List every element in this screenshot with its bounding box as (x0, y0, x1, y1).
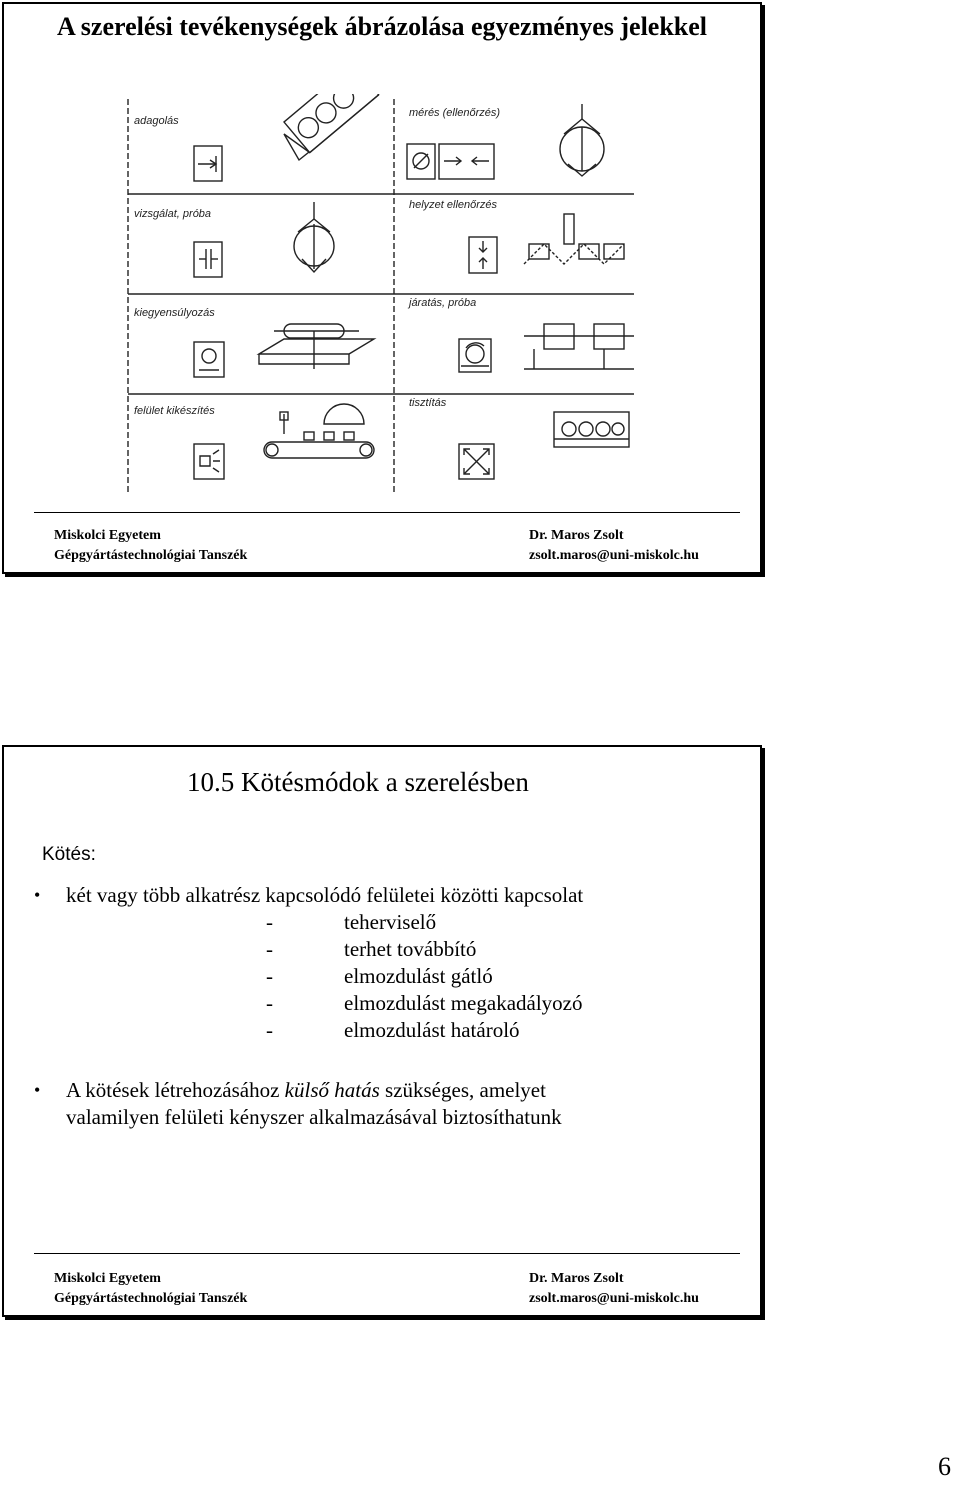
cleaning-cell (409, 397, 629, 479)
footer-department: Gépgyártástechnológiai Tanszék (54, 1291, 248, 1306)
measuring-cell (407, 104, 604, 179)
sub-item: - elmozdulást megakadályozó (266, 991, 583, 1015)
sub-item: - terhet továbbító (266, 937, 477, 961)
feeding-cell (134, 94, 379, 181)
sub-item: - teherviselő (266, 910, 437, 934)
footer-department: Gépgyártástechnológiai Tanszék (54, 548, 248, 563)
footer-divider (34, 1253, 740, 1254)
testing-cell (134, 202, 334, 277)
cell-label-feluletkikeszites: felület kikészítés (134, 405, 215, 417)
position-check-cell (409, 199, 624, 273)
bullet-1-text: két vagy több alkatrész kapcsolódó felületei közötti kapcsolat (66, 883, 584, 907)
cell-label-kiegyensulyozas: kiegyensúlyozás (134, 307, 215, 319)
cell-label-adagolas: adagolás (134, 115, 179, 127)
running-test-cell (407, 297, 634, 372)
cell-label-jaratas: járatás, próba (409, 297, 477, 309)
bullet-icon: • (34, 1080, 41, 1100)
slide-1-title: A szerelési tevékenységek ábrázolása egyezményes jelekkel (56, 12, 708, 41)
footer-author: Dr. Maros Zsolt (529, 1271, 624, 1286)
slide-1 (2, 2, 762, 574)
footer-university: Miskolci Egyetem (54, 1271, 161, 1286)
kotes-label: Kötés: (42, 844, 96, 865)
assembly-symbols-figure (124, 94, 644, 499)
cell-label-helyzet: helyzet ellenőrzés (409, 199, 498, 211)
page-number: 6 (938, 1452, 951, 1481)
balancing-cell (134, 307, 374, 377)
surface-finishing-cell (134, 404, 374, 479)
footer-author: Dr. Maros Zsolt (529, 528, 624, 543)
footer-email: zsolt.maros@uni-miskolc.hu (529, 1291, 699, 1306)
cell-label-tisztitas: tisztítás (409, 397, 447, 409)
footer-university: Miskolci Egyetem (54, 528, 161, 543)
sub-item: - elmozdulást határoló (266, 1018, 520, 1042)
cell-label-meres: mérés (ellenőrzés) (409, 107, 501, 119)
cell-label-vizsgalat: vizsgálat, próba (134, 208, 212, 220)
bullet-2-line-2: valamilyen felületi kényszer alkalmazásával biztosíthatunk (66, 1105, 562, 1129)
slide-2 (2, 745, 762, 1317)
footer-divider (34, 512, 740, 513)
slide-2-title: 10.5 Kötésmódok a szerelésben (187, 767, 529, 797)
bullet-icon: • (34, 885, 41, 905)
sub-item: - elmozdulást gátló (266, 964, 493, 988)
footer-email: zsolt.maros@uni-miskolc.hu (529, 548, 699, 563)
bullet-2-text: A kötések létrehozásához külső hatás szükséges, amelyet (66, 1078, 546, 1102)
